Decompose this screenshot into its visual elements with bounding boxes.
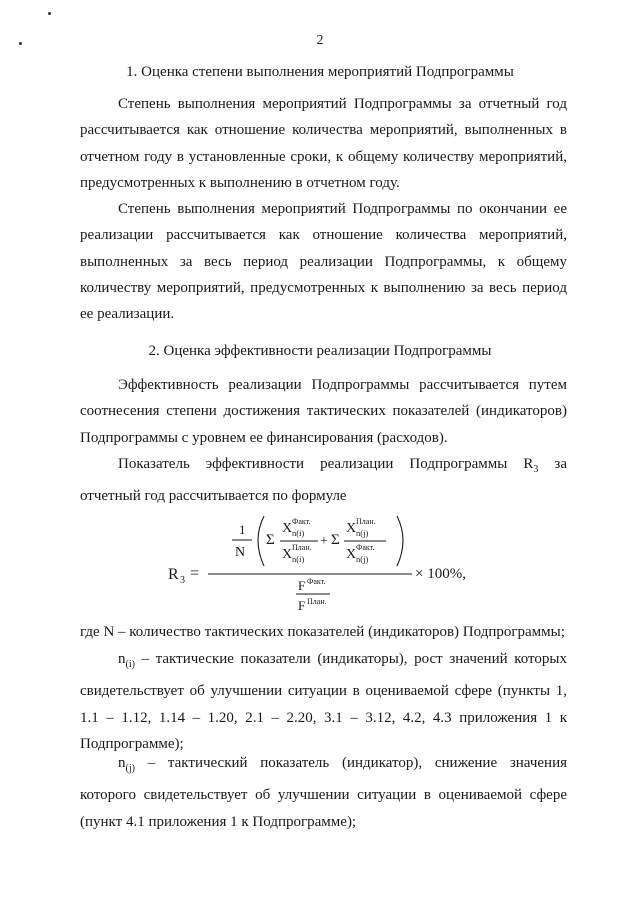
formula-r: R: [168, 566, 179, 583]
sup-plan: План.: [307, 597, 327, 606]
section-2-paragraph-1: Эффективность реализации Подпрограммы рассчитывается путем соотнесения степени достижения тактических показателей (индикаторов) Подпрограммы с уровнем ее финансирования (расходов).: [80, 377, 567, 446]
sup-plan: План.: [292, 543, 312, 552]
left-paren: [258, 516, 264, 566]
f-symbol: F: [298, 598, 306, 613]
paragraph-text: за отчетный год рассчитывается по формуле: [80, 456, 567, 505]
section-1-heading: 1. Оценка степени выполнения мероприятий Подпрограммы: [126, 64, 514, 80]
sub-ni: n(i): [292, 554, 305, 564]
sigma-symbol: Σ: [331, 532, 340, 548]
sub-ni: n(i): [292, 528, 305, 538]
nj-definition: [80, 750, 567, 835]
scan-speck: [48, 12, 51, 15]
formula-svg: [160, 512, 500, 622]
sup-fact: Факт.: [356, 543, 375, 552]
formula-r-sub: 3: [180, 575, 185, 586]
formula-one: 1: [239, 522, 246, 537]
x-symbol: X: [282, 547, 293, 562]
section-1-paragraph-1: Степень выполнения мероприятий Подпрограммы за отчетный год рассчитывается как отношение количества мероприятий, выполненных в отчетном году в установленные сроки, к общему количеству мероприятий, предусмотренных к выполнению в отчетном году.: [80, 96, 567, 191]
n-subscript: (i): [125, 659, 135, 670]
paragraph-text: Показатель эффективности реализации Подпрограммы R: [118, 456, 534, 472]
sub-nj: n(j): [356, 554, 369, 564]
sigma-symbol: Σ: [266, 532, 275, 548]
formula-equals: =: [190, 565, 200, 582]
sub-nj: n(j): [356, 528, 369, 538]
n-symbol: n: [118, 755, 126, 771]
f-symbol: F: [298, 578, 306, 593]
definition-text: – тактический показатель (индикатор), снижение значения которого свидетельствует об улучшении ситуации в оцениваемой сфере (пункт 4.1 приложения 1 к Подпрограмме);: [80, 755, 567, 830]
formula-n: N: [235, 545, 246, 560]
section-1-paragraph-2: Степень выполнения мероприятий Подпрограммы по окончании ее реализации рассчитывается как отношение количества мероприятий, выполненных за весь период реализации Подпрограммы, к общему количеству мероприятий, предусмотренных к выполнению за весь период ее реализации.: [80, 201, 567, 323]
sup-fact: Факт.: [292, 517, 311, 526]
sup-fact: Факт.: [307, 577, 326, 586]
x-symbol: X: [346, 521, 357, 536]
where-n-definition: где N – количество тактических показателей (индикаторов) Подпрограммы;: [80, 624, 565, 640]
page-number: 2: [316, 33, 324, 48]
definition-text: – тактические показатели (индикаторы), рост значений которых свидетельствует об улучшении ситуации в оцениваемой сфере (пункты 1, 1.1 – 1.12, 1.14 – 1.20, 2.1 – 2.20, 3.1 – 3.12, 4.2, 4.3 приложения 1 к Подпрограмме);: [80, 651, 567, 752]
times-percent: × 100%,: [415, 566, 466, 582]
plus-sign: +: [320, 534, 328, 549]
x-symbol: X: [282, 521, 293, 536]
n-symbol: n: [118, 651, 126, 667]
n-subscript: (j): [125, 763, 135, 774]
sup-plan: План.: [356, 517, 376, 526]
right-paren: [397, 516, 403, 566]
x-symbol: X: [346, 547, 357, 562]
section-2-paragraph-2: [80, 451, 567, 510]
r-subscript: 3: [533, 464, 539, 475]
ni-definition: [80, 646, 567, 757]
efficiency-formula: [160, 512, 500, 622]
section-2-heading: 2. Оценка эффективности реализации Подпрограммы: [148, 343, 492, 359]
